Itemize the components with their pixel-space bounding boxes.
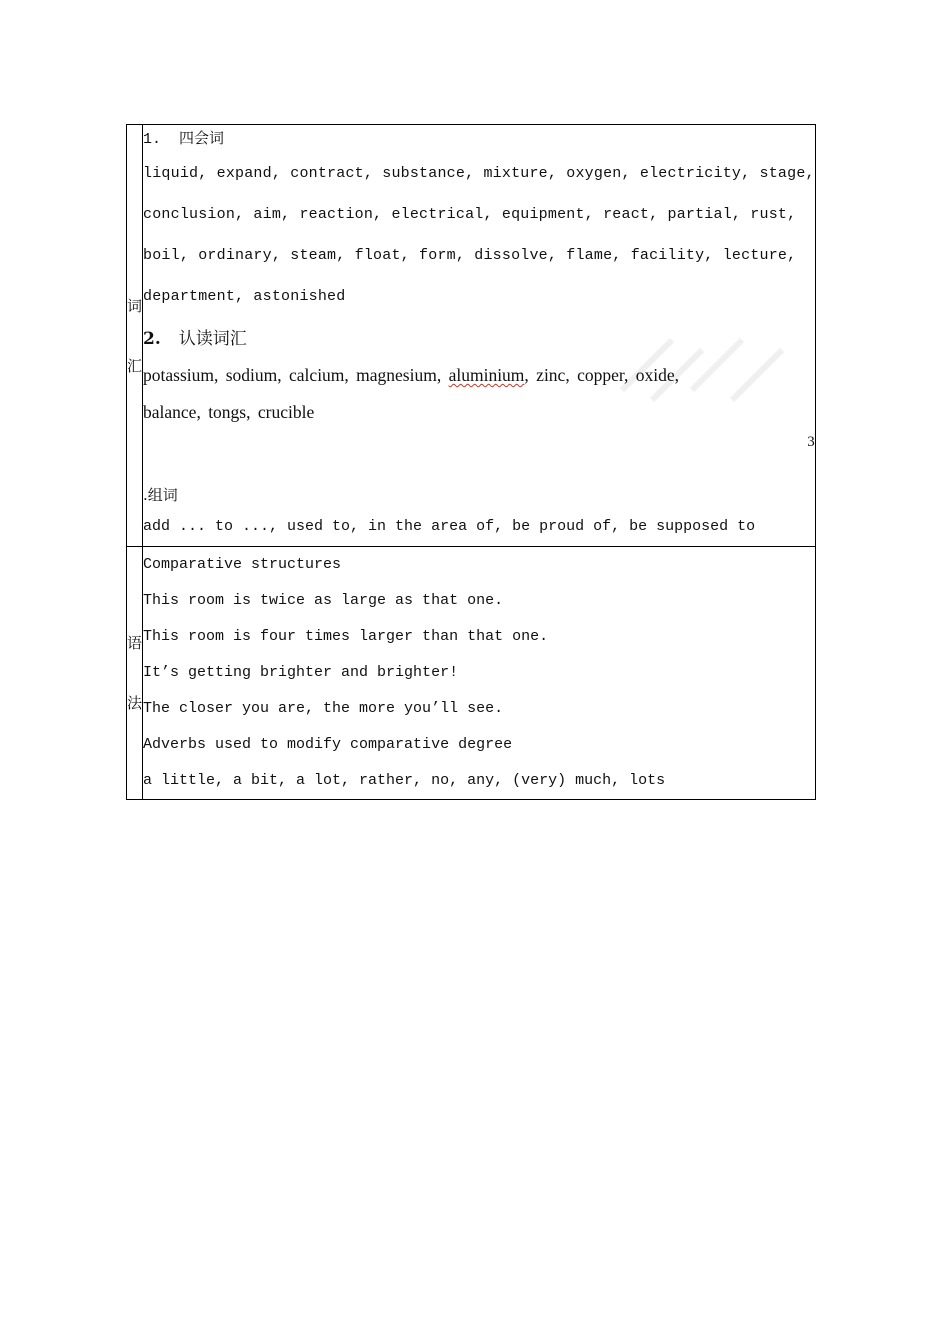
vocabulary-content: [143, 125, 816, 547]
grammar-line-5: The closer you are, the more you’ll see.: [143, 700, 504, 717]
grammar-row: [127, 547, 816, 800]
vocabulary-row: [127, 125, 816, 547]
grammar-label-cell: [127, 547, 143, 800]
read-words-line-2: balance, tongs, crucible: [143, 402, 315, 422]
grammar-line-1: Comparative structures: [143, 556, 342, 573]
section1-title: 四会词: [179, 129, 225, 147]
vocabulary-label-char-2: 汇: [127, 356, 143, 375]
grammar-label-char-1: 语: [127, 634, 143, 652]
lesson-table: [126, 124, 816, 800]
read-words-line-1: potassium, sodium, calcium, magnesium, aluminium, zinc, copper, oxide,: [143, 365, 679, 385]
grammar-label-char-2: 法: [127, 694, 143, 712]
word-line-4: department, astonished: [143, 288, 346, 305]
grammar-line-2: This room is twice as large as that one.: [143, 592, 504, 609]
section2-heading: 2. 认读词汇: [143, 329, 247, 349]
grammar-line-3: This room is four times larger than that one.: [143, 628, 549, 645]
vocabulary-label-char-1: 词: [127, 296, 143, 315]
word-line-2: conclusion, aim, reaction, electrical, equipment, react, partial, rust,: [143, 206, 797, 223]
grammar-line-6: Adverbs used to modify comparative degree: [143, 736, 513, 753]
page-number: 3: [807, 434, 815, 450]
word-line-1: liquid, expand, contract, substance, mixture, oxygen, electricity, stage,: [143, 165, 815, 182]
grammar-line-7: a little, a bit, a lot, rather, no, any, (very) much, lots: [143, 772, 666, 789]
word-line-3: boil, ordinary, steam, float, form, dissolve, flame, facility, lecture,: [143, 247, 797, 264]
phrases-heading: .组词: [143, 486, 178, 504]
phrases-line: add ... to ..., used to, in the area of, be proud of, be supposed to: [143, 518, 756, 535]
grammar-line-4: It’s getting brighter and brighter!: [143, 664, 459, 681]
vocabulary-label-cell: [127, 125, 143, 547]
grammar-content: [143, 547, 816, 800]
section1-heading: 1. 四会词: [143, 129, 225, 148]
section2-title: 认读词汇: [178, 329, 247, 349]
spellcheck-word: aluminium: [448, 365, 525, 385]
